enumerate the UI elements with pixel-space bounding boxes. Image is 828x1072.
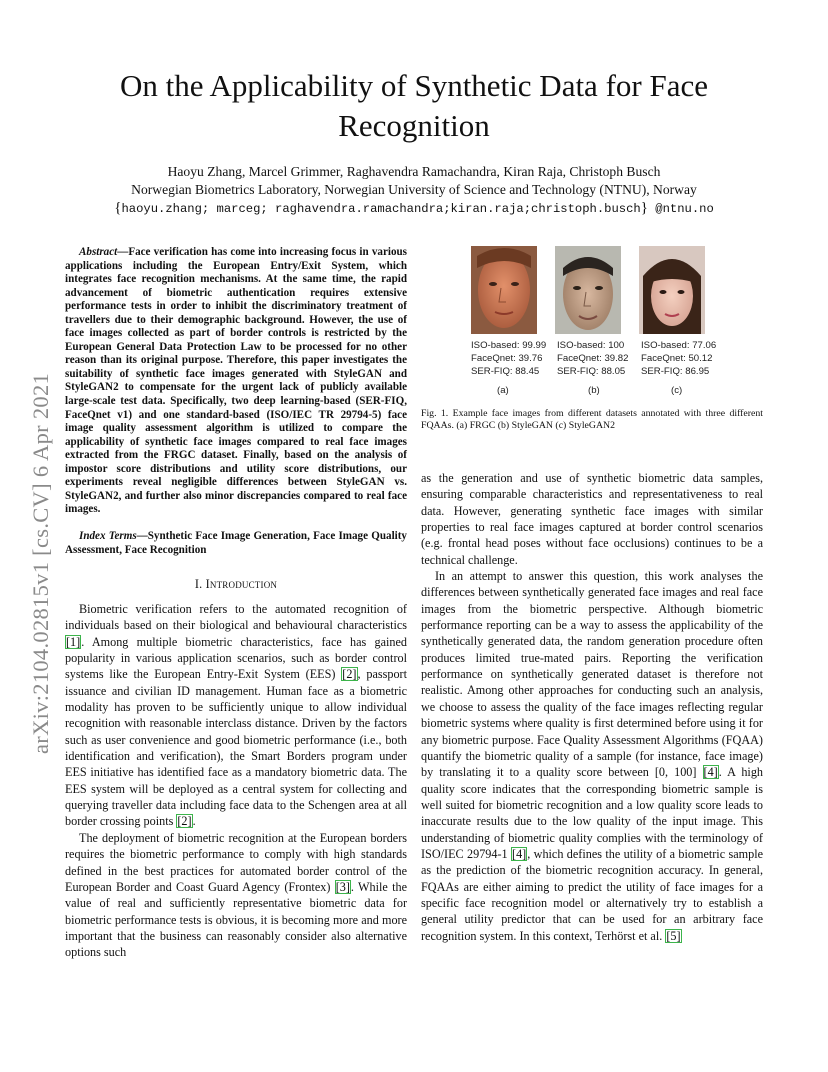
subfigure-label-b: (b)	[588, 385, 600, 396]
citation-link[interactable]: [2]	[342, 667, 357, 682]
paragraph: The deployment of biometric recognition at the European borders requires the biometric performance to comply with high standards defined in the best practices for automated border control of the European Border and Coast Guard Agency (Frontex) [3]. While the value of real and sufficiently representative biometric data for biometric performance tests is obvious, it is becoming more and more important that the business can reasonably consider also alternative options such	[65, 830, 407, 960]
abstract-label: Abstract	[79, 246, 118, 258]
title-line-2: Recognition	[338, 108, 490, 143]
index-terms-label: Index Terms	[79, 530, 137, 542]
citation-link[interactable]: [3]	[335, 879, 350, 894]
citation-link[interactable]: [1]	[66, 634, 81, 649]
face-image-stylegan2	[639, 246, 705, 334]
subfigure-label-a: (a)	[497, 385, 509, 396]
citation-link[interactable]: [4]	[703, 765, 718, 780]
citation-link[interactable]: [4]	[512, 846, 527, 861]
face-image-frgc	[471, 246, 537, 334]
face-a-scores: ISO-based: 99.99 FaceQnet: 39.76 SER-FIQ: 88.45	[471, 340, 547, 377]
intro-left-column	[65, 601, 407, 961]
intro-right-column	[421, 470, 763, 944]
author-emails: {haoyu.zhang; marceg; raghavendra.ramachandra;kiran.raja;christoph.busch} @ntnu.no	[114, 200, 714, 216]
email-domain: @ntnu.no	[655, 202, 714, 216]
figure-1-caption: Fig. 1. Example face images from different datasets annotated with three different FQAAs. (a) FRGC (b) StyleGAN (c) StyleGAN2	[421, 408, 763, 432]
abstract-text: —Face verification has come into increasing focus in various applications including the European Entry/Exit System, which integrates face recognition mechanisms. At the same time, the rapid advancement of biometric authentication requires extensive performance tests in order to inhibit the discriminatory treatment of travellers due to their demographic background. However, the use of face images collected as part of border controls is restricted by the European General Data Protection Law to be processed for no other reason than its original purpose. Therefore, this paper investigates the suitability of synthetic face images generated with StyleGAN and StyleGAN2 to compensate for the urgent lack of publicly available large-scale test data. Specifically, two deep learning-based (SER-FIQ, FaceQnet v1) and one standard-based (ISO/IEC TR 29794-5) face image quality assessment algorithm is utilized to compare the applicability of synthetic face images compared to real face images extracted from the FRGC dataset. Finally, based on the analysis of impostor score distributions and utility score distributions, our experiments reveal negligible differences between StyleGAN vs. StyleGAN2, and further also minor discrepancies compared to real face images.	[65, 246, 407, 516]
index-terms-text: —Synthetic Face Image Generation, Face Image Quality Assessment, Face Recognition	[65, 530, 407, 556]
paper-title	[60, 66, 768, 146]
section-number: I.	[194, 577, 203, 591]
section-heading-introduction	[65, 577, 407, 592]
arxiv-sidebar	[18, 280, 58, 760]
affiliation: Norwegian Biometrics Laboratory, Norwegian University of Science and Technology (NTNU), Norway	[131, 182, 697, 197]
face-c-scores: ISO-based: 77.06 FaceQnet: 50.12 SER-FIQ: 86.95	[641, 340, 717, 377]
paragraph: as the generation and use of synthetic biometric data samples, ensuring comparable characteristics and representativeness to real data. However, generating synthetic face images with similar properties to real face images captured at border control scenarios (e.g. frontal head poses without face occlusions) continues to be a technical challenge.	[421, 471, 763, 567]
abstract	[65, 246, 407, 517]
author-list: Haoyu Zhang, Marcel Grimmer, Raghavendra Ramachandra, Kiran Raja, Christoph Busch	[167, 164, 661, 179]
arxiv-identifier: arXiv:2104.02815v1 [cs.CV] 6 Apr 2021	[28, 372, 53, 754]
citation-link[interactable]: [5]	[666, 928, 681, 943]
citation-link[interactable]: [2]	[177, 814, 192, 829]
subfigure-label-c: (c)	[671, 385, 683, 396]
title-line-1: On the Applicability of Synthetic Data for Face	[120, 68, 708, 103]
email-list: haoyu.zhang; marceg; raghavendra.ramachandra;kiran.raja;christoph.busch	[121, 202, 641, 216]
index-terms	[65, 530, 407, 557]
paragraph: Biometric verification refers to the automated recognition of individuals based on their biological and behavioural characteristics [1]. Among multiple biometric characteristics, face has gained popularity in various application scenarios, such as border control systems like the European Entry-Exit System (EES) [2], passport issuance and civilian ID management. Human face as a biometric modality has proven to be sufficiently unique to allow individual recognition with reasonable interclass distance. Driven by the factors such as user convenience and good biometric performance (i.e., both identification and verification), the Smart Borders program under EES initiative has identified face as a mandatory biometric data. The EES system will be deployed as a central system for collecting and querying traveller data including face data to the Schengen area at all border crossing points [2].	[65, 602, 407, 829]
paragraph: In an attempt to answer this question, this work analyses the differences between synthetically generated face images and real face images from the biometric perspective. Although biometric performance reporting can be a way to assess the applicability of the synthetically generated data, the random generation procedure often produces limited true-mated pairs. Reporting the verification performance on synthetically generated dataset is therefore not realistic. Among other approaches for conducting such an analysis, we choose to assess the quality of the face images reflecting regular biometric systems where quality is first determined before using it for any biometric purpose. Face Quality Assessment Algorithms (FQAA) quantify the biometric quality of a sample (for instance, face image) by translating it to a quality score between [0, 100] [4]. A high quality score indicates that the corresponding biometric sample is well suited for biometric recognition and a low quality score leads to inaccurate results due to the low quality of the input image. This understanding of biometric quality complies with the terminology of ISO/IEC 29794-1 [4], which defines the utility of a biometric sample as the prediction of the biometric recognition accuracy. In general, FQAAs are either aiming to predict the utility of face images for a specific face recognition model or alternatively try to establish a general utility predictor that can be used for an arbitrary face recognition system. In this context, Terhörst et al. [5]	[421, 569, 764, 943]
face-image-stylegan	[555, 246, 621, 334]
face-b-scores: ISO-based: 100 FaceQnet: 39.82 SER-FIQ: 88.05	[557, 340, 629, 377]
section-title: Introduction	[205, 577, 278, 591]
